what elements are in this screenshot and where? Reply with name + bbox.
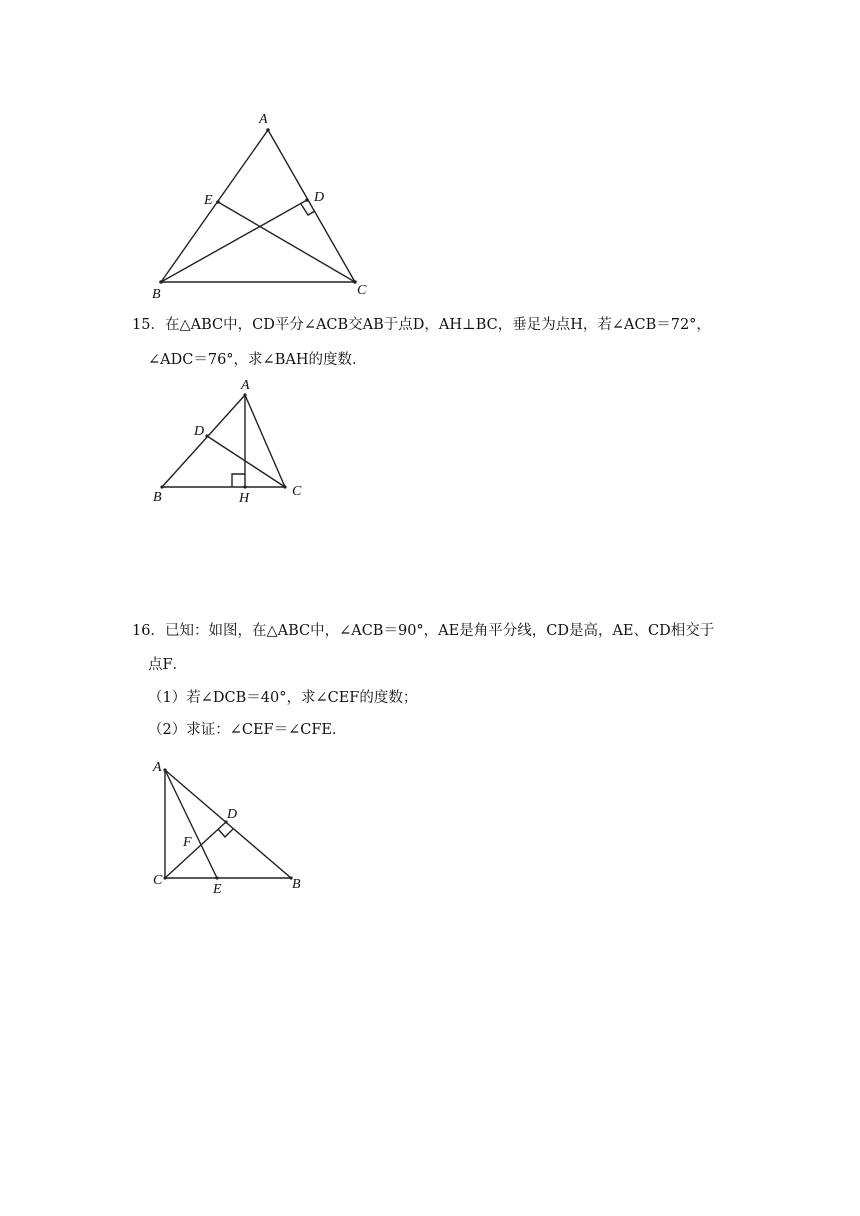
point-h: [243, 485, 246, 488]
point-a: [243, 393, 246, 396]
label-a: A: [259, 112, 268, 127]
label-b: B: [153, 490, 162, 505]
point-e: [215, 876, 218, 879]
segment-ac: [268, 130, 355, 282]
point-d: [205, 434, 208, 437]
label-c: C: [153, 873, 163, 888]
label-c: C: [357, 283, 367, 298]
problem-15-line1: [132, 315, 711, 335]
point-d: [305, 198, 309, 202]
label-a: A: [153, 760, 162, 775]
problem-15-number: 15．: [132, 317, 165, 333]
label-b: B: [292, 877, 301, 892]
segment-cd: [165, 822, 226, 878]
point-a: [163, 768, 166, 771]
problem-15-line2: [148, 350, 366, 370]
problem-16-text-1: 已知：如图，在△ABC中，∠ACB＝90°，AE是角平分线，CD是高，AE、CD相交于: [164, 623, 715, 639]
point-c: [163, 876, 166, 879]
figure-triangle-abc-top: [140, 108, 380, 308]
point-b: [160, 485, 163, 488]
problem-16-line1: [132, 621, 714, 641]
right-angle-mark-h: [232, 474, 245, 487]
figure-problem-15: [145, 375, 320, 510]
point-e: [216, 200, 220, 204]
problem-16-part1: [148, 688, 417, 708]
label-b: B: [152, 287, 161, 302]
label-e: E: [213, 882, 222, 897]
label-a: A: [241, 378, 250, 393]
label-d: D: [314, 190, 325, 205]
segment-ec: [218, 202, 355, 282]
segment-ab: [165, 770, 291, 878]
problem-16-text-2: 点F．: [148, 657, 188, 673]
problem-16-part2-text: （2）求证：∠CEF＝∠CFE．: [148, 722, 347, 738]
right-angle-mark-d: [218, 829, 233, 837]
problem-16-part1-text: （1）若∠DCB＝40°，求∠CEF的度数；: [148, 690, 418, 706]
point-a: [266, 128, 270, 132]
problem-15-text-2: ∠ADC＝76°，求∠BAH的度数．: [148, 352, 367, 368]
figure-problem-16: [145, 752, 320, 902]
problem-16-number: 16．: [132, 623, 165, 639]
segment-ae: [165, 770, 217, 878]
label-h: H: [239, 491, 250, 506]
point-b: [159, 280, 163, 284]
problem-16-line2: [148, 655, 187, 675]
problem-16-part2: [148, 720, 347, 740]
point-c: [283, 485, 286, 488]
segment-ab: [162, 395, 245, 487]
label-f: F: [183, 835, 192, 850]
label-c: C: [292, 484, 302, 499]
label-d: D: [227, 807, 238, 822]
label-d: D: [194, 424, 205, 439]
label-e: E: [204, 193, 213, 208]
segment-ab: [161, 130, 268, 282]
problem-15-text-1: 在△ABC中，CD平分∠ACB交AB于点D，AH⊥BC，垂足为点H，若∠ACB＝72°，: [164, 317, 711, 333]
